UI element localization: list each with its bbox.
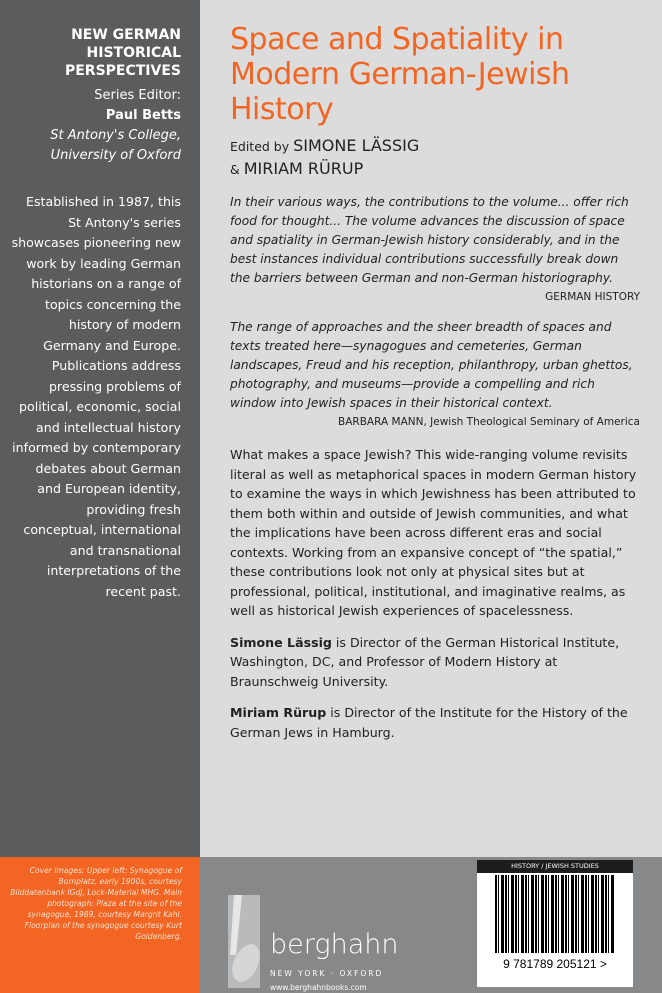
series-title: NEW GERMAN HISTORICAL PERSPECTIVES: [64, 27, 181, 79]
bio-name: Simone Lässig: [230, 634, 332, 650]
cover-credits: [0, 857, 200, 993]
quote-source: [230, 413, 640, 431]
berghahn-logo-icon: [228, 895, 260, 988]
series-editor-label: Series Editor:: [94, 88, 181, 103]
book-editors: [230, 135, 640, 181]
publisher-url[interactable]: www.berghahnbooks.com: [270, 983, 367, 992]
editor-bio: [230, 633, 640, 692]
main-panel: [200, 0, 662, 857]
series-editor-affiliation-2: University of Oxford: [50, 148, 181, 163]
book-title: Space and Spatiality in Modern German-Jewish History: [230, 22, 570, 127]
subject-category: HISTORY / JEWISH STUDIES: [477, 860, 633, 873]
barcode-bars: [495, 875, 615, 953]
series-editor-affiliation-1: St Antony's College,: [50, 128, 181, 143]
editor-2: MIRIAM RÜRUP: [243, 159, 364, 178]
publisher-name: berghahn: [270, 929, 399, 960]
bio-text: is Director of the German Historical Institute, Washington, DC, and Professor of Modern History at Braunschweig University.: [230, 634, 620, 689]
edited-by-label: Edited by: [230, 139, 290, 154]
series-blurb: Established in 1987, this St Antony's series showcases pioneering new work by leading German historians on a range of topics concerning the history of modern Germany and Europe. Publications address pressing problems of political, economic, social and intellectual history informed by contemporary debates about German and European identity, providing fresh conceptual, international and transnational interpretations of the recent past.: [11, 194, 181, 599]
ampersand: &: [230, 162, 240, 177]
editor-bio: [230, 703, 640, 742]
series-panel: [0, 0, 200, 857]
review-quote: [230, 318, 640, 431]
quote-source-detail: Jewish Theological Seminary of America: [426, 416, 640, 428]
series-editor-name: Paul Betts: [105, 108, 181, 123]
editor-1: SIMONE LÄSSIG: [293, 136, 420, 155]
quote-source-name: BARBARA MANN,: [338, 416, 427, 428]
series-editor: [10, 86, 181, 166]
barcode: [477, 860, 633, 987]
quote-source: [230, 288, 640, 306]
cover-credits-text: Cover images: Upper left: Synagogue of Bornplatz, early 1900s, courtesy Bilddatenbank IGdJ, Lock-Material MHG. Main photograph: Plaza at the site of the synagogue, 1989, courtesy Margrit Kahl. Floorplan of the synagogue courtesy Kurt Goldenberg.: [10, 866, 182, 941]
quote-text: The range of approaches and the sheer breadth of spaces and texts treated here—synagogues and cemeteries, German landscapes, Freud and his reception, philanthropy, urban ghettos, photography, and museums—provide a compelling and rich window into Jewish spaces in their historical context.: [230, 320, 633, 410]
quote-source-name: GERMAN HISTORY: [545, 291, 640, 303]
quote-text: In their various ways, the contributions to the volume... offer rich food for thought... The volume advances the discussion of space and spatiality in German-Jewish history considerably, and in the best instances individual contributions successfully break down the barriers between German and non-German historiography.: [230, 195, 629, 285]
publisher-band: [200, 857, 662, 993]
book-description: What makes a space Jewish? This wide-ranging volume revisits literal as well as metaphorical spaces in modern German history to examine the ways in which Jewishness has been attributed to them both within and outside of Jewish communities, and what the implications have been across different eras and social contexts. Working from an expansive concept of “the spatial,” these contributions look not only at physical sites but at professional, political, institutional, and imaginative realms, as well as historical Jewish experiences of spacelessness.: [230, 447, 637, 618]
publisher-locations: NEW YORK · OXFORD: [270, 969, 384, 978]
isbn-number: 9 781789 205121 >: [503, 957, 607, 971]
bio-text: is Director of the Institute for the History of the German Jews in Hamburg.: [230, 705, 628, 740]
bio-name: Miriam Rürup: [230, 705, 327, 720]
review-quote: [230, 193, 640, 306]
